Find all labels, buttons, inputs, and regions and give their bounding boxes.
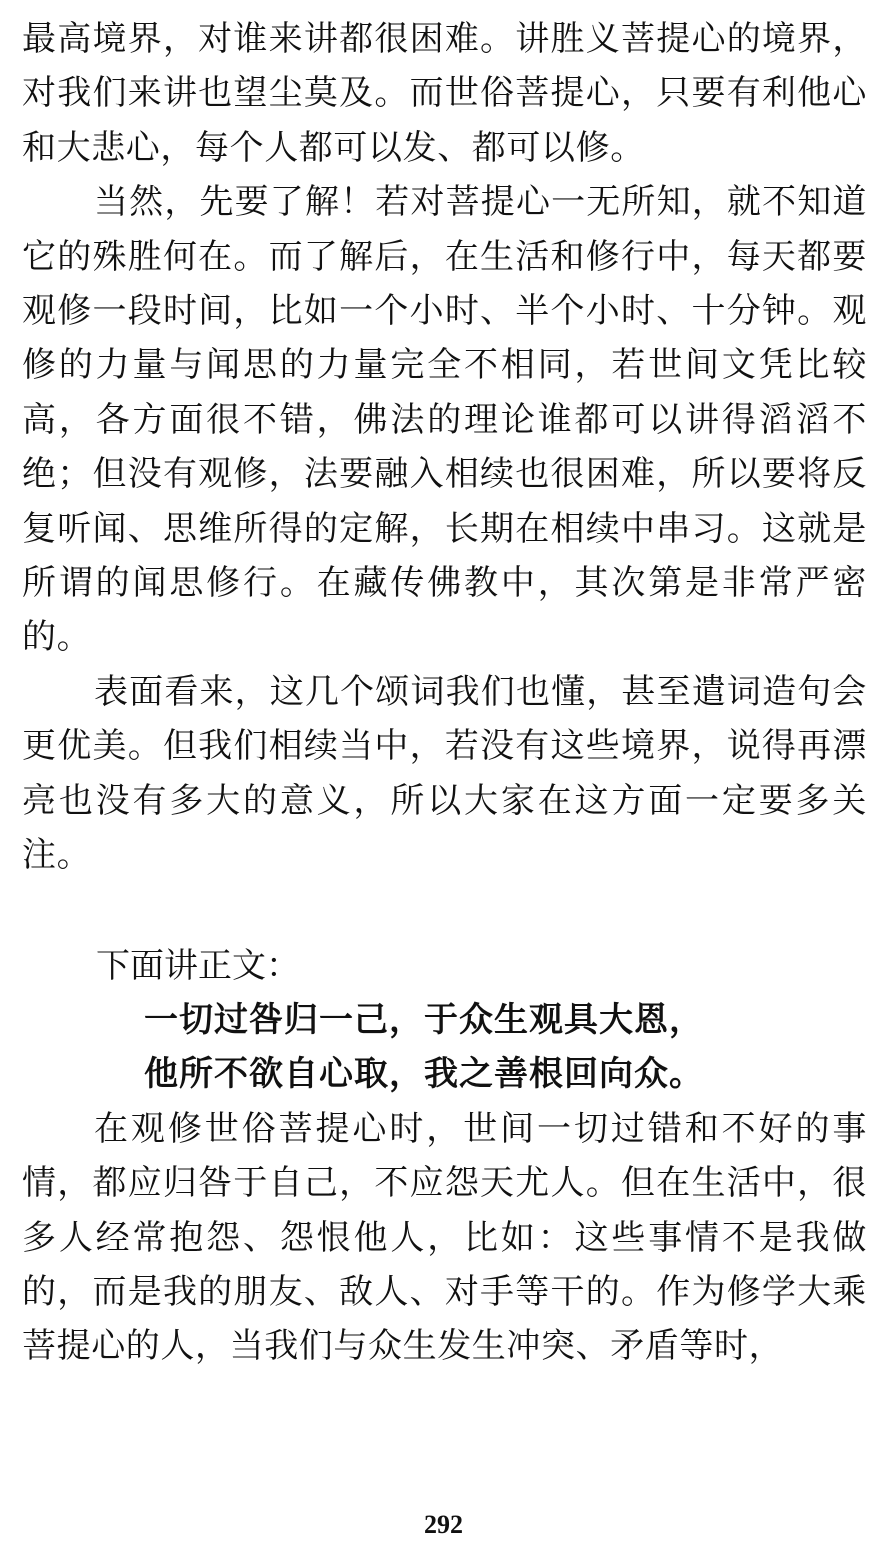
paragraph-continued: 最高境界，对谁来讲都很困难。讲胜义菩提心的境界，对我们来讲也望尘莫及。而世俗菩提心，只要有利他心和大悲心，每个人都可以发、都可以修。 (22, 19, 867, 168)
page-number: 292 (424, 1510, 463, 1539)
paragraph-commentary: 在观修世俗菩提心时，世间一切过错和不好的事情，都应归咎于自己，不应怨天尤人。但在生活中，很多人经常抱怨、怨恨他人，比如：这些事情不是我做的，而是我的朋友、敌人、对手等干的。作为修学大乘菩提心的人，当我们与众生发生冲突、矛盾等时， (22, 1108, 867, 1367)
main-text-intro: 下面讲正文： (96, 945, 300, 986)
verse-line-2: 他所不欲自心取，我之善根回向众。 (144, 1054, 704, 1095)
section-gap (22, 883, 867, 939)
page-body (22, 12, 867, 1374)
paragraph-attention: 表面看来，这几个颂词我们也懂，甚至遣词造句会更优美。但我们相续当中，若没有这些境界，说得再漂亮也没有多大的意义，所以大家在这方面一定要多关注。 (22, 671, 867, 876)
verse-block (22, 993, 867, 1102)
paragraph-contemplation: 当然，先要了解！若对菩提心一无所知，就不知道它的殊胜何在。而了解后，在生活和修行中，每天都要观修一段时间，比如一个小时、半个小时、十分钟。观修的力量与闻思的力量完全不相同，若世间文凭比较高，各方面很不错，佛法的理论谁都可以讲得滔滔不绝；但没有观修，法要融入相续也很困难，所以要将反复听闻、思维所得的定解，长期在相续中串习。这就是所谓的闻思修行。在藏传佛教中，其次第是非常严密的。 (22, 182, 867, 658)
verse-line-1: 一切过咎归一己，于众生观具大恩， (144, 999, 704, 1040)
